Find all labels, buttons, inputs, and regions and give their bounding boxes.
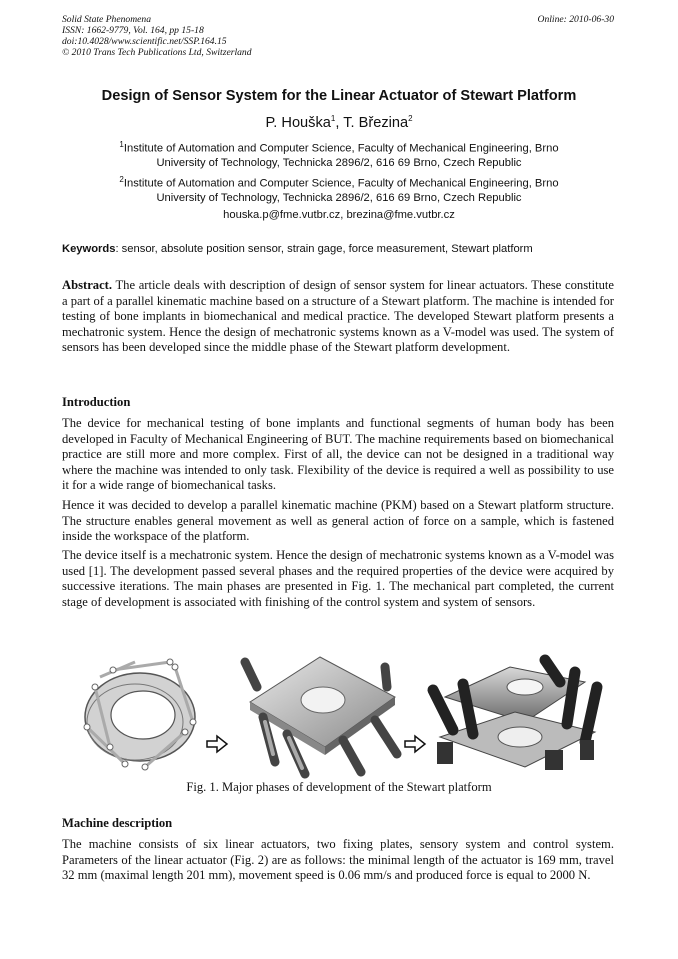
author-1-affil-mark: 1 — [330, 114, 336, 123]
affiliation-1-line-2: University of Technology, Technicka 2896/2, 616 69 Brno, Czech Republic — [156, 157, 522, 170]
author-emails[interactable]: houska.p@fme.vutbr.cz, brezina@fme.vutbr.cz — [223, 209, 455, 221]
affiliation-2 — [80, 173, 598, 206]
doi-line: doi:10.4028/www.scientific.net/SSP.164.15 — [62, 36, 227, 47]
introduction-paragraph-3: The device itself is a mechatronic system. Hence the design of mechatronic systems known as a V-model was used [1]. The development passed several phases and the required properties of the device were acquired by successive iterations. The main phases are presented in Fig. 1. The mechanical part completed, the current stage of development is associated with finishing of the control system and system of sensors. — [62, 548, 614, 609]
running-header — [62, 14, 614, 58]
phase-1-wireframe-model — [84, 659, 196, 770]
keywords — [62, 243, 622, 255]
abstract-paragraph — [62, 278, 614, 356]
author-2: T. Březina — [343, 114, 409, 131]
introduction-heading: Introduction — [62, 395, 131, 409]
author-1: P. Houška — [265, 114, 331, 131]
abstract-label: Abstract. — [62, 278, 113, 292]
machine-description-paragraph: The machine consists of six linear actuators, two fixing plates, sensory system and control system. Parameters of the linear actuator (Fig. 2) are as follows: the minimal length of the actuator is 169 mm, travel 32 mm (maximal length 201 mm), movement speed is 0.06 mm/s and produced force is equal to 2000 N. — [62, 837, 614, 883]
affiliation-2-mark: 2 — [119, 175, 124, 184]
phase-3-machine-photo — [433, 660, 597, 770]
paper-title: Design of Sensor System for the Linear Actuator of Stewart Platform — [101, 88, 577, 104]
keywords-text: : sensor, absolute position sensor, strain gage, force measurement, Stewart platform — [115, 243, 533, 255]
figure-1-image — [75, 642, 611, 782]
abstract-text: The article deals with description of design of sensor system for linear actuators. These constitute a part of a parallel kinematic machine based on a structure of a Stewart platform. The machine is intended for testing of bone implants in biomechanical and medical practice. The developed Stewart platform presents a mechatronic system. Hence the design of mechatronic systems known as a V-model was used. The system of sensors has been developed since the middle phase of the Stewart platform development. — [62, 278, 614, 355]
author-2-affil-mark: 2 — [408, 114, 413, 123]
affiliation-1-mark: 1 — [119, 140, 124, 149]
author-line — [0, 114, 678, 131]
copyright-line: © 2010 Trans Tech Publications Ltd, Switzerland — [62, 47, 252, 58]
online-date: Online: 2010-06-30 — [537, 14, 614, 25]
figure-1-caption: Fig. 1. Major phases of development of the Stewart platform — [186, 780, 492, 794]
introduction-paragraph-2: Hence it was decided to develop a parallel kinematic machine (PKM) based on a Stewart platform structure. The structure enables general movement as well as general action of force on a sample, which is fastened inside the workspace of the platform. — [62, 498, 614, 544]
keywords-label: Keywords — [62, 243, 116, 255]
author-separator: , — [335, 114, 344, 131]
affiliation-2-line-2: University of Technology, Technicka 2896/2, 616 69 Brno, Czech Republic — [156, 192, 522, 205]
affiliation-2-line-1: Institute of Automation and Computer Science, Faculty of Mechanical Engineering, Brno — [123, 177, 559, 190]
arrow-right-icon — [207, 736, 227, 752]
phase-2-cad-model — [245, 657, 397, 774]
affiliation-1 — [80, 138, 598, 171]
journal-name: Solid State Phenomena — [62, 14, 151, 25]
machine-description-heading: Machine description — [62, 816, 173, 830]
arrow-right-icon — [405, 736, 425, 752]
introduction-paragraph-1: The device for mechanical testing of bone implants and functional segments of human body has been developed in Faculty of Mechanical Engineering of BUT. The machine requirements based on biomechanical practice are still more and more complex. First of all, the device can not be designed in a traditional way where the machine was intended to only task. Flexibility of the device is required a well as possibility to use it for a wide range of biomechanical tasks. — [62, 416, 614, 493]
issn-line: ISSN: 1662-9779, Vol. 164, pp 15-18 — [62, 25, 204, 36]
affiliation-1-line-1: Institute of Automation and Computer Science, Faculty of Mechanical Engineering, Brno — [123, 142, 559, 155]
